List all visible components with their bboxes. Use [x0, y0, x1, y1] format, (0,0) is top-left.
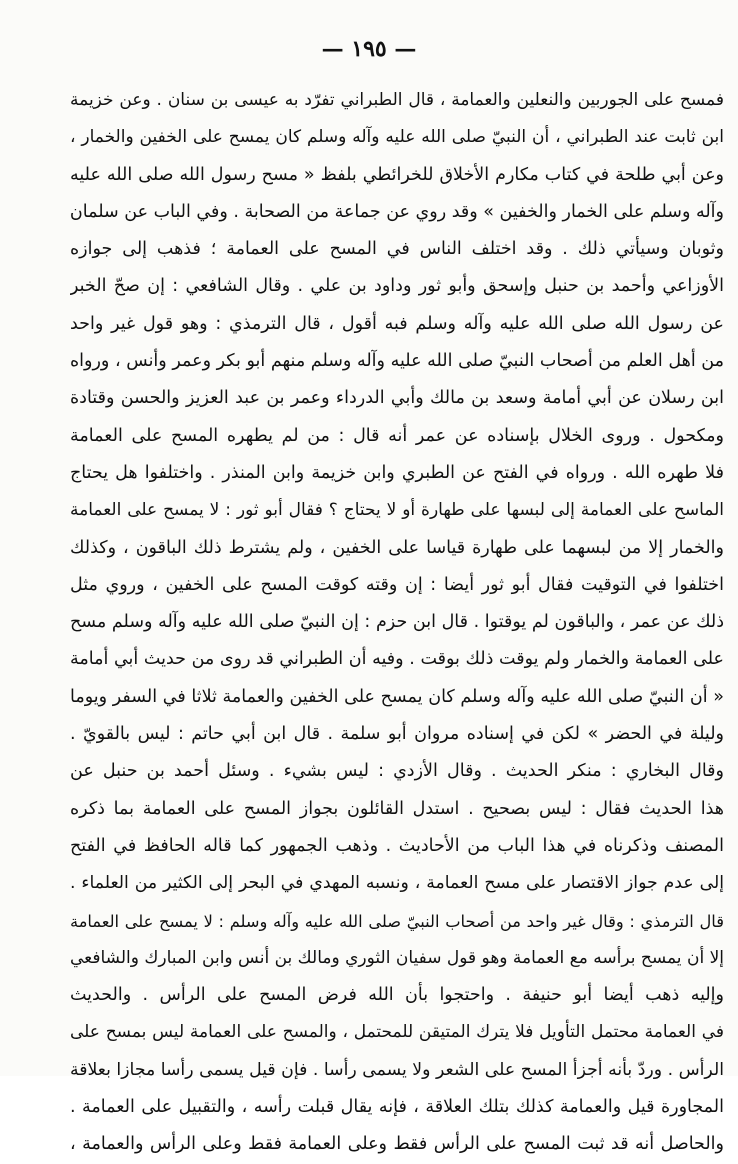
text-line: إلى عدم جواز الاقتصار على مسح العمامة ، ونسبه المهدي في البحر إلى الكثير من العلماء . — [70, 873, 724, 894]
text-line: ومكحول . وروى الخلال بإسناده عن عمر أنه قال : من لم يطهره المسح على العمامة — [70, 425, 724, 446]
text-line: ذلك عن عمر ، والباقون لم يوقتوا . قال ابن حزم : إن النبيّ صلى الله عليه وآله وسلم مسح — [70, 612, 724, 633]
text-line: « أن النبيّ صلى الله عليه وآله وسلم كان يمسح على الخفين والعمامة ثلاثا في السفر ويوما — [70, 686, 724, 707]
text-line: المجاورة قيل والعمامة كذلك بتلك العلاقة ، فإنه يقال قبلت رأسه ، والتقبيل على العمامة . — [70, 1097, 724, 1118]
text-line: وقال البخاري : منكر الحديث . وقال الأزدي : ليس بشيء . وسئل أحمد بن حنبل عن — [70, 761, 724, 782]
text-line: الرأس . وردّ بأنه أجزأ المسح على الشعر ولا يسمى رأسا . فإن قيل يسمى رأسا مجازا بعلاقة — [70, 1059, 724, 1080]
text-line: والحاصل أنه قد ثبت المسح على الرأس فقط وعلى العمامة فقط وعلى الرأس والعمامة ، — [70, 1134, 724, 1155]
text-line: ابن ثابت عند الطبراني ، أن النبيّ صلى الله عليه وآله وسلم كان يمسح على الخفين والخمار ، — [70, 127, 724, 148]
text-line: فلا طهره الله . ورواه في الفتح عن الطبري وابن خزيمة وابن المنذر . واختلفوا هل يحتاج — [70, 462, 724, 483]
text-line: الأوزاعي وأحمد بن حنبل وإسحق وأبو ثور وداود بن علي . وقال الشافعي : إن صحّ الخبر — [70, 276, 724, 297]
text-line: في العمامة محتمل التأويل فلا يترك المتيقن للمحتمل ، والمسح على العمامة ليس بمسح على — [70, 1022, 724, 1043]
text-line: وإليه ذهب أيضا أبو حنيفة . واحتجوا بأن الله فرض المسح على الرأس . والحديث — [70, 985, 724, 1006]
text-line: اختلفوا في التوقيت فقال أبو ثور أيضا : إن وقته كوقت المسح على الخفين ، وروي مثل — [70, 574, 724, 595]
text-line: هذا الحديث فقال : ليس بصحيح . استدل القائلون بجواز المسح على العمامة بما ذكره — [70, 798, 724, 819]
text-line: ابن رسلان عن أبي أمامة وسعد بن مالك وأبي الدرداء وعمر بن عبد العزيز والحسن وقتادة — [70, 388, 724, 409]
text-line: قال الترمذي : وقال غير واحد من أصحاب النبيّ صلى الله عليه وآله وسلم : لا يمسح على العمامة — [70, 911, 724, 931]
body-text — [70, 82, 724, 1164]
text-line: المصنف وذكرناه في هذا الباب من الأحاديث . وذهب الجمهور كما قاله الحافظ في الفتح — [70, 835, 724, 856]
text-line: والخمار إلا من لبسهما على طهارة قياسا على الخفين ، ولم يشترط ذلك الباقون ، وكذلك — [70, 537, 724, 558]
text-line: وثوبان وسيأتي ذلك . وقد اختلف الناس في المسح على العمامة ؛ فذهب إلى جوازه — [70, 239, 724, 260]
text-line: على العمامة والخمار ولم يوقت ذلك بوقت . وفيه أن الطبراني قد روى من حديث أبي أمامة — [70, 649, 724, 670]
text-line: فمسح على الجوربين والنعلين والعمامة ، قال الطبراني تفرّد به عيسى بن سنان . وعن خزيمة — [70, 90, 724, 110]
page-number: — ١٩٥ — — [321, 36, 417, 62]
text-line: إلا أن يمسح برأسه مع العمامة وهو قول سفيان الثوري ومالك بن أنس وابن المبارك والشافعي — [70, 947, 724, 968]
text-line: الماسح على العمامة إلى لبسها على طهارة أو لا يحتاج ؟ فقال أبو ثور : لا يمسح على العمامة — [70, 500, 724, 521]
text-line: عن رسول الله صلى الله عليه وآله وسلم فبه أقول ، قال الترمذي : وهو قول غير واحد — [70, 313, 724, 334]
text-line: وعن أبي طلحة في كتاب مكارم الأخلاق للخرائطي بلفظ « مسح رسول الله صلى الله عليه — [70, 164, 724, 185]
text-line: وآله وسلم على الخمار والخفين » وقد روي عن جماعة من الصحابة . وفي الباب عن سلمان — [70, 201, 724, 222]
text-line: وليلة في الحضر » لكن في إسناده مروان أبو سلمة . قال ابن أبي حاتم : ليس بالقويّ . — [70, 724, 724, 745]
text-line: من أهل العلم من أصحاب النبيّ صلى الله عليه وآله وسلم منهم أبو بكر وعمر وأنس ، ورواه — [70, 351, 724, 372]
